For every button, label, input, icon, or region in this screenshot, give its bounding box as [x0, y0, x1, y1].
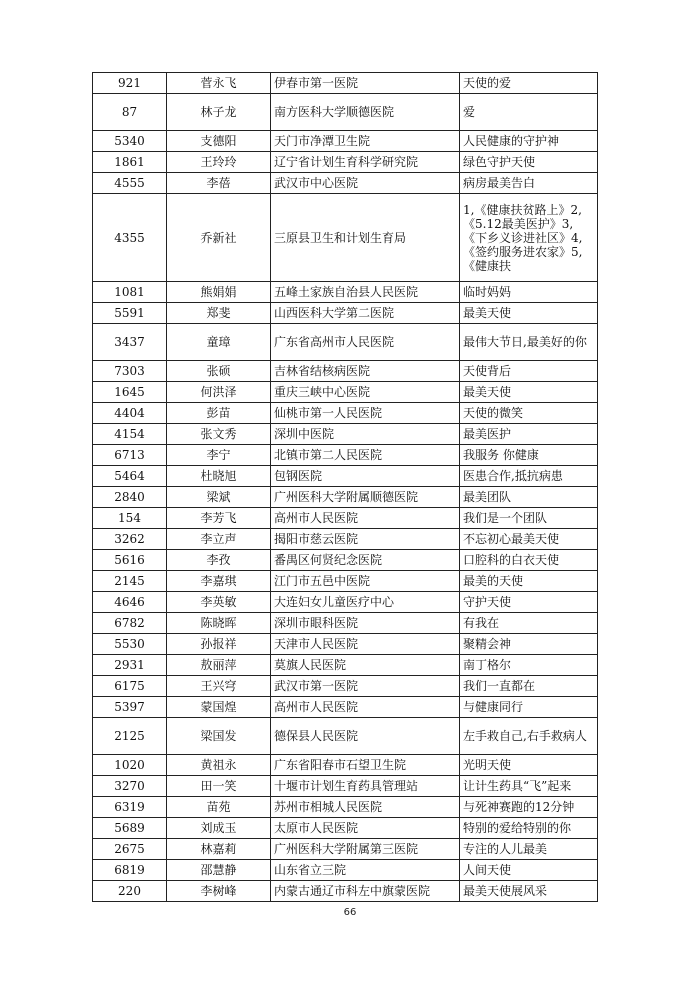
entry-title-cell: 我们一直都在 [460, 676, 598, 697]
entry-id-cell: 3262 [93, 529, 167, 550]
entry-id-cell: 6175 [93, 676, 167, 697]
table-row [93, 94, 598, 131]
entry-title-cell: 最美的天使 [460, 571, 598, 592]
organization-cell: 五峰土家族自治县人民医院 [271, 282, 460, 303]
organization-cell: 番禺区何贤纪念医院 [271, 550, 460, 571]
entry-id-cell: 6713 [93, 445, 167, 466]
organization-cell: 江门市五邑中医院 [271, 571, 460, 592]
entry-title-cell: 我们是一个团队 [460, 508, 598, 529]
organization-cell: 辽宁省计划生育科学研究院 [271, 152, 460, 173]
organization-cell: 伊春市第一医院 [271, 73, 460, 94]
entry-title-cell: 天使的爱 [460, 73, 598, 94]
table-row [93, 303, 598, 324]
table-row [93, 613, 598, 634]
table-row [93, 382, 598, 403]
table-row [93, 487, 598, 508]
entry-id-cell: 6819 [93, 860, 167, 881]
organization-cell: 揭阳市慈云医院 [271, 529, 460, 550]
name-cell: 张文秀 [167, 424, 271, 445]
entries-table-body [93, 73, 598, 902]
name-cell: 王玲玲 [167, 152, 271, 173]
entry-id-cell: 3437 [93, 324, 167, 361]
entry-title-cell: 左手救自己,右手救病人 [460, 718, 598, 755]
table-row [93, 676, 598, 697]
name-cell: 孙报祥 [167, 634, 271, 655]
organization-cell: 天津市人民医院 [271, 634, 460, 655]
entry-title-cell: 最伟大节日,最美好的你 [460, 324, 598, 361]
entry-id-cell: 4646 [93, 592, 167, 613]
organization-cell: 太原市人民医院 [271, 818, 460, 839]
name-cell: 刘成玉 [167, 818, 271, 839]
entry-title-cell: 聚精会神 [460, 634, 598, 655]
entry-id-cell: 4355 [93, 194, 167, 282]
organization-cell: 广州医科大学附属顺德医院 [271, 487, 460, 508]
entry-id-cell: 2675 [93, 839, 167, 860]
organization-cell: 重庆三峡中心医院 [271, 382, 460, 403]
name-cell: 支德阳 [167, 131, 271, 152]
name-cell: 童璋 [167, 324, 271, 361]
entry-title-cell: 守护天使 [460, 592, 598, 613]
table-row [93, 697, 598, 718]
table-row [93, 282, 598, 303]
entry-title-cell: 特别的爱给特别的你 [460, 818, 598, 839]
page-number: 66 [343, 907, 357, 918]
entry-id-cell: 4555 [93, 173, 167, 194]
entry-id-cell: 2125 [93, 718, 167, 755]
organization-cell: 山东省立三院 [271, 860, 460, 881]
table-row [93, 73, 598, 94]
entry-title-cell: 光明天使 [460, 755, 598, 776]
entry-id-cell: 6319 [93, 797, 167, 818]
name-cell: 郑斐 [167, 303, 271, 324]
table-row [93, 361, 598, 382]
entry-title-cell: 南丁格尔 [460, 655, 598, 676]
entry-id-cell: 5464 [93, 466, 167, 487]
entry-title-cell: 不忘初心最美天使 [460, 529, 598, 550]
table-row [93, 194, 598, 282]
name-cell: 何洪泽 [167, 382, 271, 403]
organization-cell: 莫旗人民医院 [271, 655, 460, 676]
name-cell: 李芳飞 [167, 508, 271, 529]
entry-id-cell: 5591 [93, 303, 167, 324]
entry-id-cell: 4154 [93, 424, 167, 445]
name-cell: 邵慧静 [167, 860, 271, 881]
name-cell: 熊娟娟 [167, 282, 271, 303]
table-row [93, 173, 598, 194]
table-row [93, 152, 598, 173]
entry-title-cell: 最美团队 [460, 487, 598, 508]
organization-cell: 十堰市计划生育药具管理站 [271, 776, 460, 797]
table-row [93, 818, 598, 839]
name-cell: 李立声 [167, 529, 271, 550]
entry-id-cell: 1861 [93, 152, 167, 173]
table-row [93, 424, 598, 445]
organization-cell: 吉林省结核病医院 [271, 361, 460, 382]
entry-title-cell: 与死神赛跑的12分钟 [460, 797, 598, 818]
table-row [93, 529, 598, 550]
name-cell: 敖丽萍 [167, 655, 271, 676]
organization-cell: 广州医科大学附属第三医院 [271, 839, 460, 860]
name-cell: 乔新社 [167, 194, 271, 282]
organization-cell: 高州市人民医院 [271, 508, 460, 529]
name-cell: 田一笑 [167, 776, 271, 797]
table-row [93, 324, 598, 361]
entry-title-cell: 有我在 [460, 613, 598, 634]
name-cell: 林嘉莉 [167, 839, 271, 860]
entry-id-cell: 2145 [93, 571, 167, 592]
name-cell: 李孜 [167, 550, 271, 571]
entry-id-cell: 5340 [93, 131, 167, 152]
entry-id-cell: 2931 [93, 655, 167, 676]
organization-cell: 广东省高州市人民医院 [271, 324, 460, 361]
entry-id-cell: 2840 [93, 487, 167, 508]
entry-id-cell: 5689 [93, 818, 167, 839]
entry-title-cell: 天使的微笑 [460, 403, 598, 424]
entry-title-cell: 病房最美告白 [460, 173, 598, 194]
entry-title-cell: 爱 [460, 94, 598, 131]
name-cell: 苗苑 [167, 797, 271, 818]
entry-title-cell: 1,《健康扶贫路上》2,《5.12最美医护》3,《下乡义诊进社区》4,《签约服务进农家》5,《健康扶 [460, 194, 598, 282]
entry-id-cell: 3270 [93, 776, 167, 797]
table-row [93, 755, 598, 776]
name-cell: 黄祖永 [167, 755, 271, 776]
organization-cell: 广东省阳春市石望卫生院 [271, 755, 460, 776]
name-cell: 杜晓旭 [167, 466, 271, 487]
entry-title-cell: 医患合作,抵抗病患 [460, 466, 598, 487]
organization-cell: 德保县人民医院 [271, 718, 460, 755]
table-row [93, 839, 598, 860]
table-row [93, 592, 598, 613]
name-cell: 彭苗 [167, 403, 271, 424]
table-row [93, 797, 598, 818]
name-cell: 梁国发 [167, 718, 271, 755]
name-cell: 菅永飞 [167, 73, 271, 94]
entry-id-cell: 5616 [93, 550, 167, 571]
table-row [93, 860, 598, 881]
entry-title-cell: 人间天使 [460, 860, 598, 881]
entry-title-cell: 与健康同行 [460, 697, 598, 718]
organization-cell: 深圳市眼科医院 [271, 613, 460, 634]
table-row [93, 634, 598, 655]
entries-table [92, 72, 598, 902]
name-cell: 李蓓 [167, 173, 271, 194]
entry-id-cell: 5397 [93, 697, 167, 718]
entry-title-cell: 人民健康的守护神 [460, 131, 598, 152]
organization-cell: 内蒙古通辽市科左中旗蒙医院 [271, 881, 460, 902]
entry-title-cell: 我服务 你健康 [460, 445, 598, 466]
entry-id-cell: 7303 [93, 361, 167, 382]
organization-cell: 天门市净潭卫生院 [271, 131, 460, 152]
table-row [93, 655, 598, 676]
organization-cell: 仙桃市第一人民医院 [271, 403, 460, 424]
organization-cell: 武汉市中心医院 [271, 173, 460, 194]
entry-title-cell: 绿色守护天使 [460, 152, 598, 173]
name-cell: 林子龙 [167, 94, 271, 131]
table-row [93, 466, 598, 487]
name-cell: 蒙国煌 [167, 697, 271, 718]
organization-cell: 高州市人民医院 [271, 697, 460, 718]
entry-id-cell: 4404 [93, 403, 167, 424]
organization-cell: 苏州市相城人民医院 [271, 797, 460, 818]
name-cell: 张硕 [167, 361, 271, 382]
name-cell: 李嘉琪 [167, 571, 271, 592]
entry-id-cell: 154 [93, 508, 167, 529]
entry-title-cell: 口腔科的白衣天使 [460, 550, 598, 571]
name-cell: 李英敏 [167, 592, 271, 613]
organization-cell: 大连妇女儿童医疗中心 [271, 592, 460, 613]
organization-cell: 三原县卫生和计划生育局 [271, 194, 460, 282]
table-row [93, 131, 598, 152]
entry-id-cell: 921 [93, 73, 167, 94]
entry-id-cell: 6782 [93, 613, 167, 634]
name-cell: 王兴穹 [167, 676, 271, 697]
entry-id-cell: 1645 [93, 382, 167, 403]
entry-id-cell: 5530 [93, 634, 167, 655]
table-row [93, 776, 598, 797]
organization-cell: 山西医科大学第二医院 [271, 303, 460, 324]
table-row [93, 508, 598, 529]
name-cell: 李树峰 [167, 881, 271, 902]
organization-cell: 深圳中医院 [271, 424, 460, 445]
table-row [93, 445, 598, 466]
entry-title-cell: 最美天使展风采 [460, 881, 598, 902]
organization-cell: 南方医科大学顺德医院 [271, 94, 460, 131]
table-row [93, 550, 598, 571]
entry-id-cell: 220 [93, 881, 167, 902]
entry-title-cell: 临时妈妈 [460, 282, 598, 303]
table-row [93, 718, 598, 755]
entry-title-cell: 最美天使 [460, 382, 598, 403]
name-cell: 梁斌 [167, 487, 271, 508]
organization-cell: 包钢医院 [271, 466, 460, 487]
entry-title-cell: 让计生药具“飞”起来 [460, 776, 598, 797]
name-cell: 陈晓晖 [167, 613, 271, 634]
entry-id-cell: 1081 [93, 282, 167, 303]
name-cell: 李宁 [167, 445, 271, 466]
entry-title-cell: 天使背后 [460, 361, 598, 382]
entry-id-cell: 87 [93, 94, 167, 131]
table-row [93, 571, 598, 592]
entry-id-cell: 1020 [93, 755, 167, 776]
organization-cell: 武汉市第一医院 [271, 676, 460, 697]
organization-cell: 北镇市第二人民医院 [271, 445, 460, 466]
entry-title-cell: 专注的人儿最美 [460, 839, 598, 860]
entry-title-cell: 最美天使 [460, 303, 598, 324]
entry-title-cell: 最美医护 [460, 424, 598, 445]
table-row [93, 881, 598, 902]
table-row [93, 403, 598, 424]
